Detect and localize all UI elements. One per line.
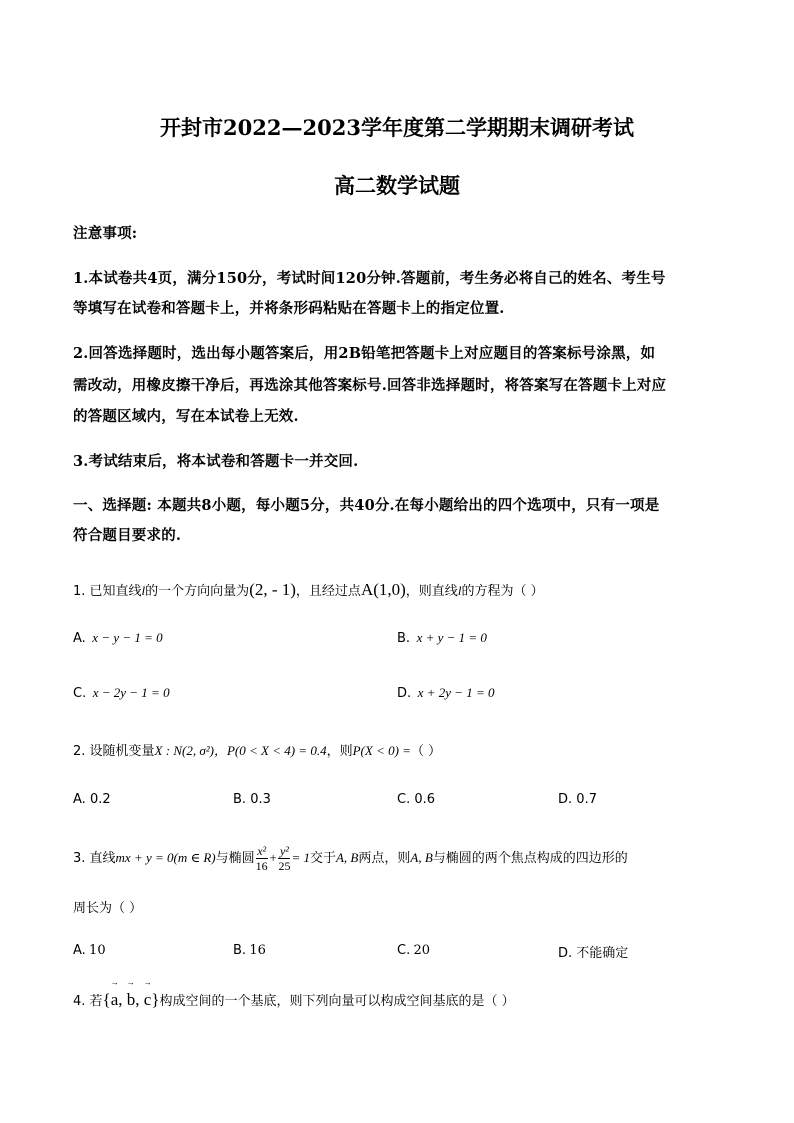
q1-mid-2: ，且经过点 (295, 584, 361, 599)
q1-mid-1: 的一个方向向量为 (145, 584, 250, 599)
q1-option-d: D. x + 2y − 1 = 0 (397, 685, 495, 701)
question-3: 3. 直线mx + y = 0(m ∈ R)与椭圆 $\frac{\text{x²}}{16}$ + $\frac{\text{y²}}{25}$ = 1交于A, B两点，则A, B与椭圆的两个焦点构成的四边形的 (73, 844, 628, 873)
q1-prefix: 1. 已知直线 (73, 584, 142, 599)
q2-distribution: X : N(2, σ²) (154, 743, 214, 758)
q1-var-l-2: l (457, 583, 462, 598)
q1-point-a: A(1,0) (360, 580, 406, 599)
q2-prefix: 2. 设随机变量 (73, 744, 155, 759)
q3-mid-1: 与椭圆 (215, 851, 255, 866)
notice-item-3: 3.考试结束后，将本试卷和答题卡一并交回. (73, 453, 359, 470)
q1-suffix: 的方程为（ ） (461, 584, 544, 599)
q3-option-a: A. 10 (73, 943, 106, 958)
notice-item-2-line-2: 需改动，用橡皮擦干净后，再选涂其他答案标号.回答非选择题时，将答案写在答题卡上对应 (73, 377, 667, 394)
question-2 (73, 740, 441, 759)
q4-basis: {→ a, → b, → c} (103, 990, 160, 1009)
notice-heading: 注意事项: (73, 225, 138, 242)
section-heading-line-1: 一、选择题: 本题共8小题，每小题5分，共40分.在每小题给出的四个选项中，只有一项是 (73, 497, 660, 514)
q3-prefix: 3. 直线 (73, 851, 116, 866)
q3-fraction-y: $\frac{\text{y²}}{25}$ (278, 844, 291, 873)
q1-mid-3: ，则直线 (405, 584, 458, 599)
notice-item-2-line-1: 2.回答选择题时，选出每小题答案后，用2B铅笔把答题卡上对应题目的答案标号涂黑，如 (73, 345, 656, 362)
q1-direction-vector: (2, - 1) (249, 580, 296, 599)
q3-points: A, B (335, 850, 359, 865)
q3-points-2: A, B (410, 850, 433, 865)
notice-item-1-line-2: 等填写在试卷和答题卡上，并将条形码粘贴在答题卡上的指定位置. (73, 300, 505, 317)
q3-mid-2: 交于 (309, 851, 336, 866)
q1-var-l: l (141, 583, 146, 598)
q2-condition: ，P(0 < X < 4) = 0.4 (213, 743, 327, 758)
question-3-line-2: 周长为（ ） (73, 901, 143, 916)
q3-mid-3: 两点，则 (358, 851, 411, 866)
q1-option-c: C. x − 2y − 1 = 0 (73, 685, 170, 701)
q2-option-d: D. 0.7 (558, 792, 597, 807)
q3-option-c: C. 20 (397, 943, 431, 958)
q1-option-b: B. x + y − 1 = 0 (397, 630, 487, 646)
section-heading-line-2: 符合题目要求的. (73, 527, 182, 544)
q4-suffix: 构成空间的一个基底，则下列向量可以构成空间基底的是（ ） (159, 994, 515, 1009)
notice-item-1-line-1: 1.本试卷共4页，满分150分，考试时间120分钟.答题前，考生务必将自己的姓名、考生号 (73, 270, 666, 287)
exam-title: 开封市2022—2023学年度第二学期期末调研考试 (160, 115, 634, 140)
q2-suffix: （ ） (410, 744, 442, 759)
q4-prefix: 4. 若 (73, 994, 103, 1009)
q3-option-d: D. 不能确定 (558, 946, 629, 961)
q2-mid: ，则 (326, 744, 353, 759)
q3-mid-4: 与椭圆的两个焦点构成的四边形的 (432, 851, 628, 866)
question-4 (73, 990, 515, 1010)
q3-fraction-x: $\frac{\text{x²}}{16}$ (255, 844, 268, 873)
q2-option-a: A. 0.2 (73, 792, 111, 807)
q3-option-b: B. 16 (233, 943, 266, 958)
q2-option-c: C. 0.6 (397, 792, 436, 807)
q2-ask: P(X < 0) = (352, 743, 411, 758)
exam-subtitle: 高二数学试题 (334, 173, 460, 198)
question-1 (73, 580, 544, 600)
notice-item-2-line-3: 的答题区域内，写在本试卷上无效. (73, 408, 299, 425)
q3-line-equation: mx + y = 0(m ∈ R) (115, 850, 216, 865)
q2-option-b: B. 0.3 (233, 792, 271, 807)
q1-option-a: A. x − y − 1 = 0 (73, 630, 163, 646)
